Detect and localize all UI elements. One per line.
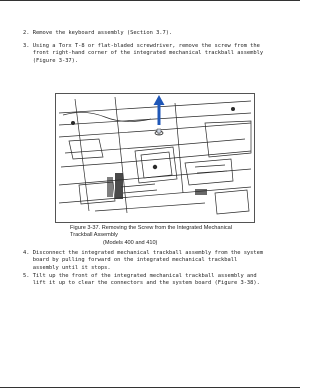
- figure-caption-title: Figure 3-37. Removing the Screw from the Integrated Mechanical Trackball Assembly: [70, 225, 232, 239]
- top-rule: [0, 0, 300, 1]
- figure-line-art: [55, 93, 255, 223]
- step-2-text: 2. Remove the keyboard assembly (Section 3.7).: [23, 30, 173, 36]
- step-5-text: 5. Tilt up the front of the integrated mechanical trackball assembly and lift it up to clear the connectors and the system board (Figure 3-38).: [23, 273, 260, 287]
- figure-caption-models: (Models 400 and 410): [103, 239, 158, 246]
- step-4-text: 4. Disconnect the integrated mechanical trackball assembly from the system board by pulling forward on the integrated mechanical trackball assembly until it stops.: [23, 250, 264, 271]
- removal-arrow-icon: [154, 95, 165, 125]
- trackball-assembly-figure: [55, 93, 255, 223]
- step-3-text: 3. Using a Torx T-8 or flat-bladed screwdriver, remove the screw from the front right-hand corner of the integrated mechanical trackball assembly (Figure 3-37).: [23, 43, 264, 64]
- figure-caption: [70, 225, 242, 247]
